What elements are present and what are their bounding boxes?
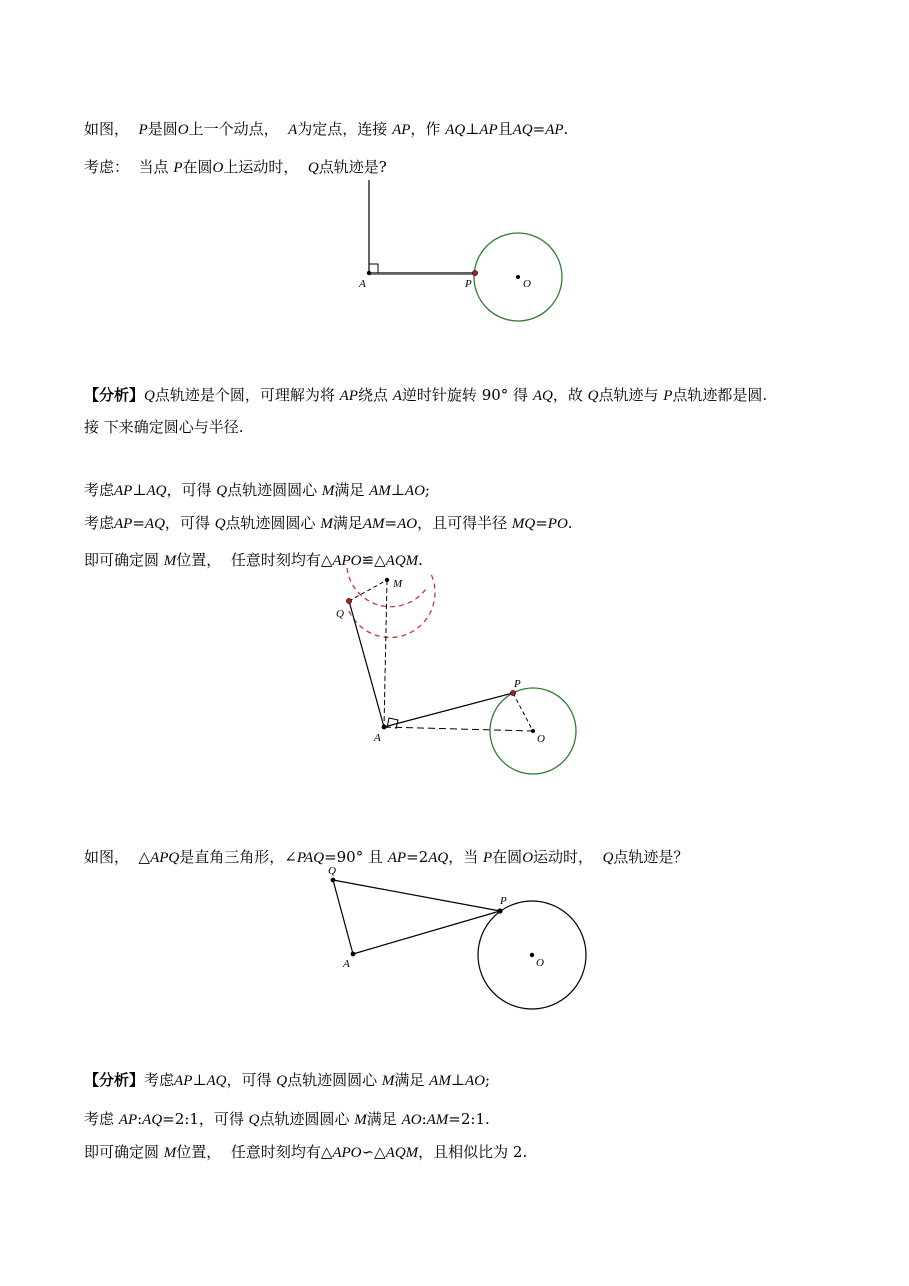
analysis-1-line-1: 【分析】Q点轨迹是个圆，可理解为将 AP绕点 A逆时针旋转 90° 得 AQ，故 Q点轨迹与 P点轨迹都是圆.	[84, 386, 768, 404]
analysis-2-line-1: 【分析】考虑AP⊥AQ，可得 Q点轨迹圆圆心 M满足 AM⊥AO;	[84, 1071, 490, 1089]
label-m-2: M	[393, 578, 403, 590]
label-p-3: P	[500, 895, 507, 907]
problem-2-intro: 如图， △APQ是直角三角形，∠PAQ=90° 且 AP=2AQ，当 P在圆O运动时， Q点轨迹是？	[84, 848, 689, 866]
problem-1-question: 考虑： 当点 P在圆O上运动时， Q点轨迹是?	[84, 158, 387, 176]
label-o-2: O	[537, 733, 545, 745]
analysis-1-line-4: 考虑AP=AQ，可得 Q点轨迹圆圆心 M满足AM=AO，且可得半径 MQ=PO.	[84, 514, 573, 532]
problem-1-intro: 如图， P是圆O上一个动点， A为定点，连接 AP，作 AQ⊥AP且AQ=AP.	[84, 120, 569, 138]
analysis-1-line-5: 即可确定圆 M位置， 任意时刻均有△APO≌△AQM.	[84, 551, 423, 569]
analysis-1-line-3: 考虑AP⊥AQ，可得 Q点轨迹圆圆心 M满足 AM⊥AO;	[84, 481, 430, 499]
label-a-2: A	[374, 732, 381, 744]
label-o: O	[523, 278, 531, 290]
label-q-2: Q	[336, 608, 344, 620]
analysis-2-line-3: 即可确定圆 M位置， 任意时刻均有△APO∽△AQM，且相似比为 2.	[84, 1143, 528, 1161]
label-o-3: O	[536, 957, 544, 969]
label-p-2: P	[514, 678, 521, 690]
label-p: P	[465, 278, 472, 290]
label-a: A	[359, 278, 366, 290]
label-a-3: A	[343, 958, 350, 970]
analysis-1-line-2: 接 下来确定圆心与半径.	[84, 418, 244, 436]
analysis-2-line-2: 考虑 AP:AQ=2:1，可得 Q点轨迹圆圆心 M满足 AO:AM=2:1.	[84, 1110, 490, 1128]
label-q-3: Q	[328, 865, 336, 877]
